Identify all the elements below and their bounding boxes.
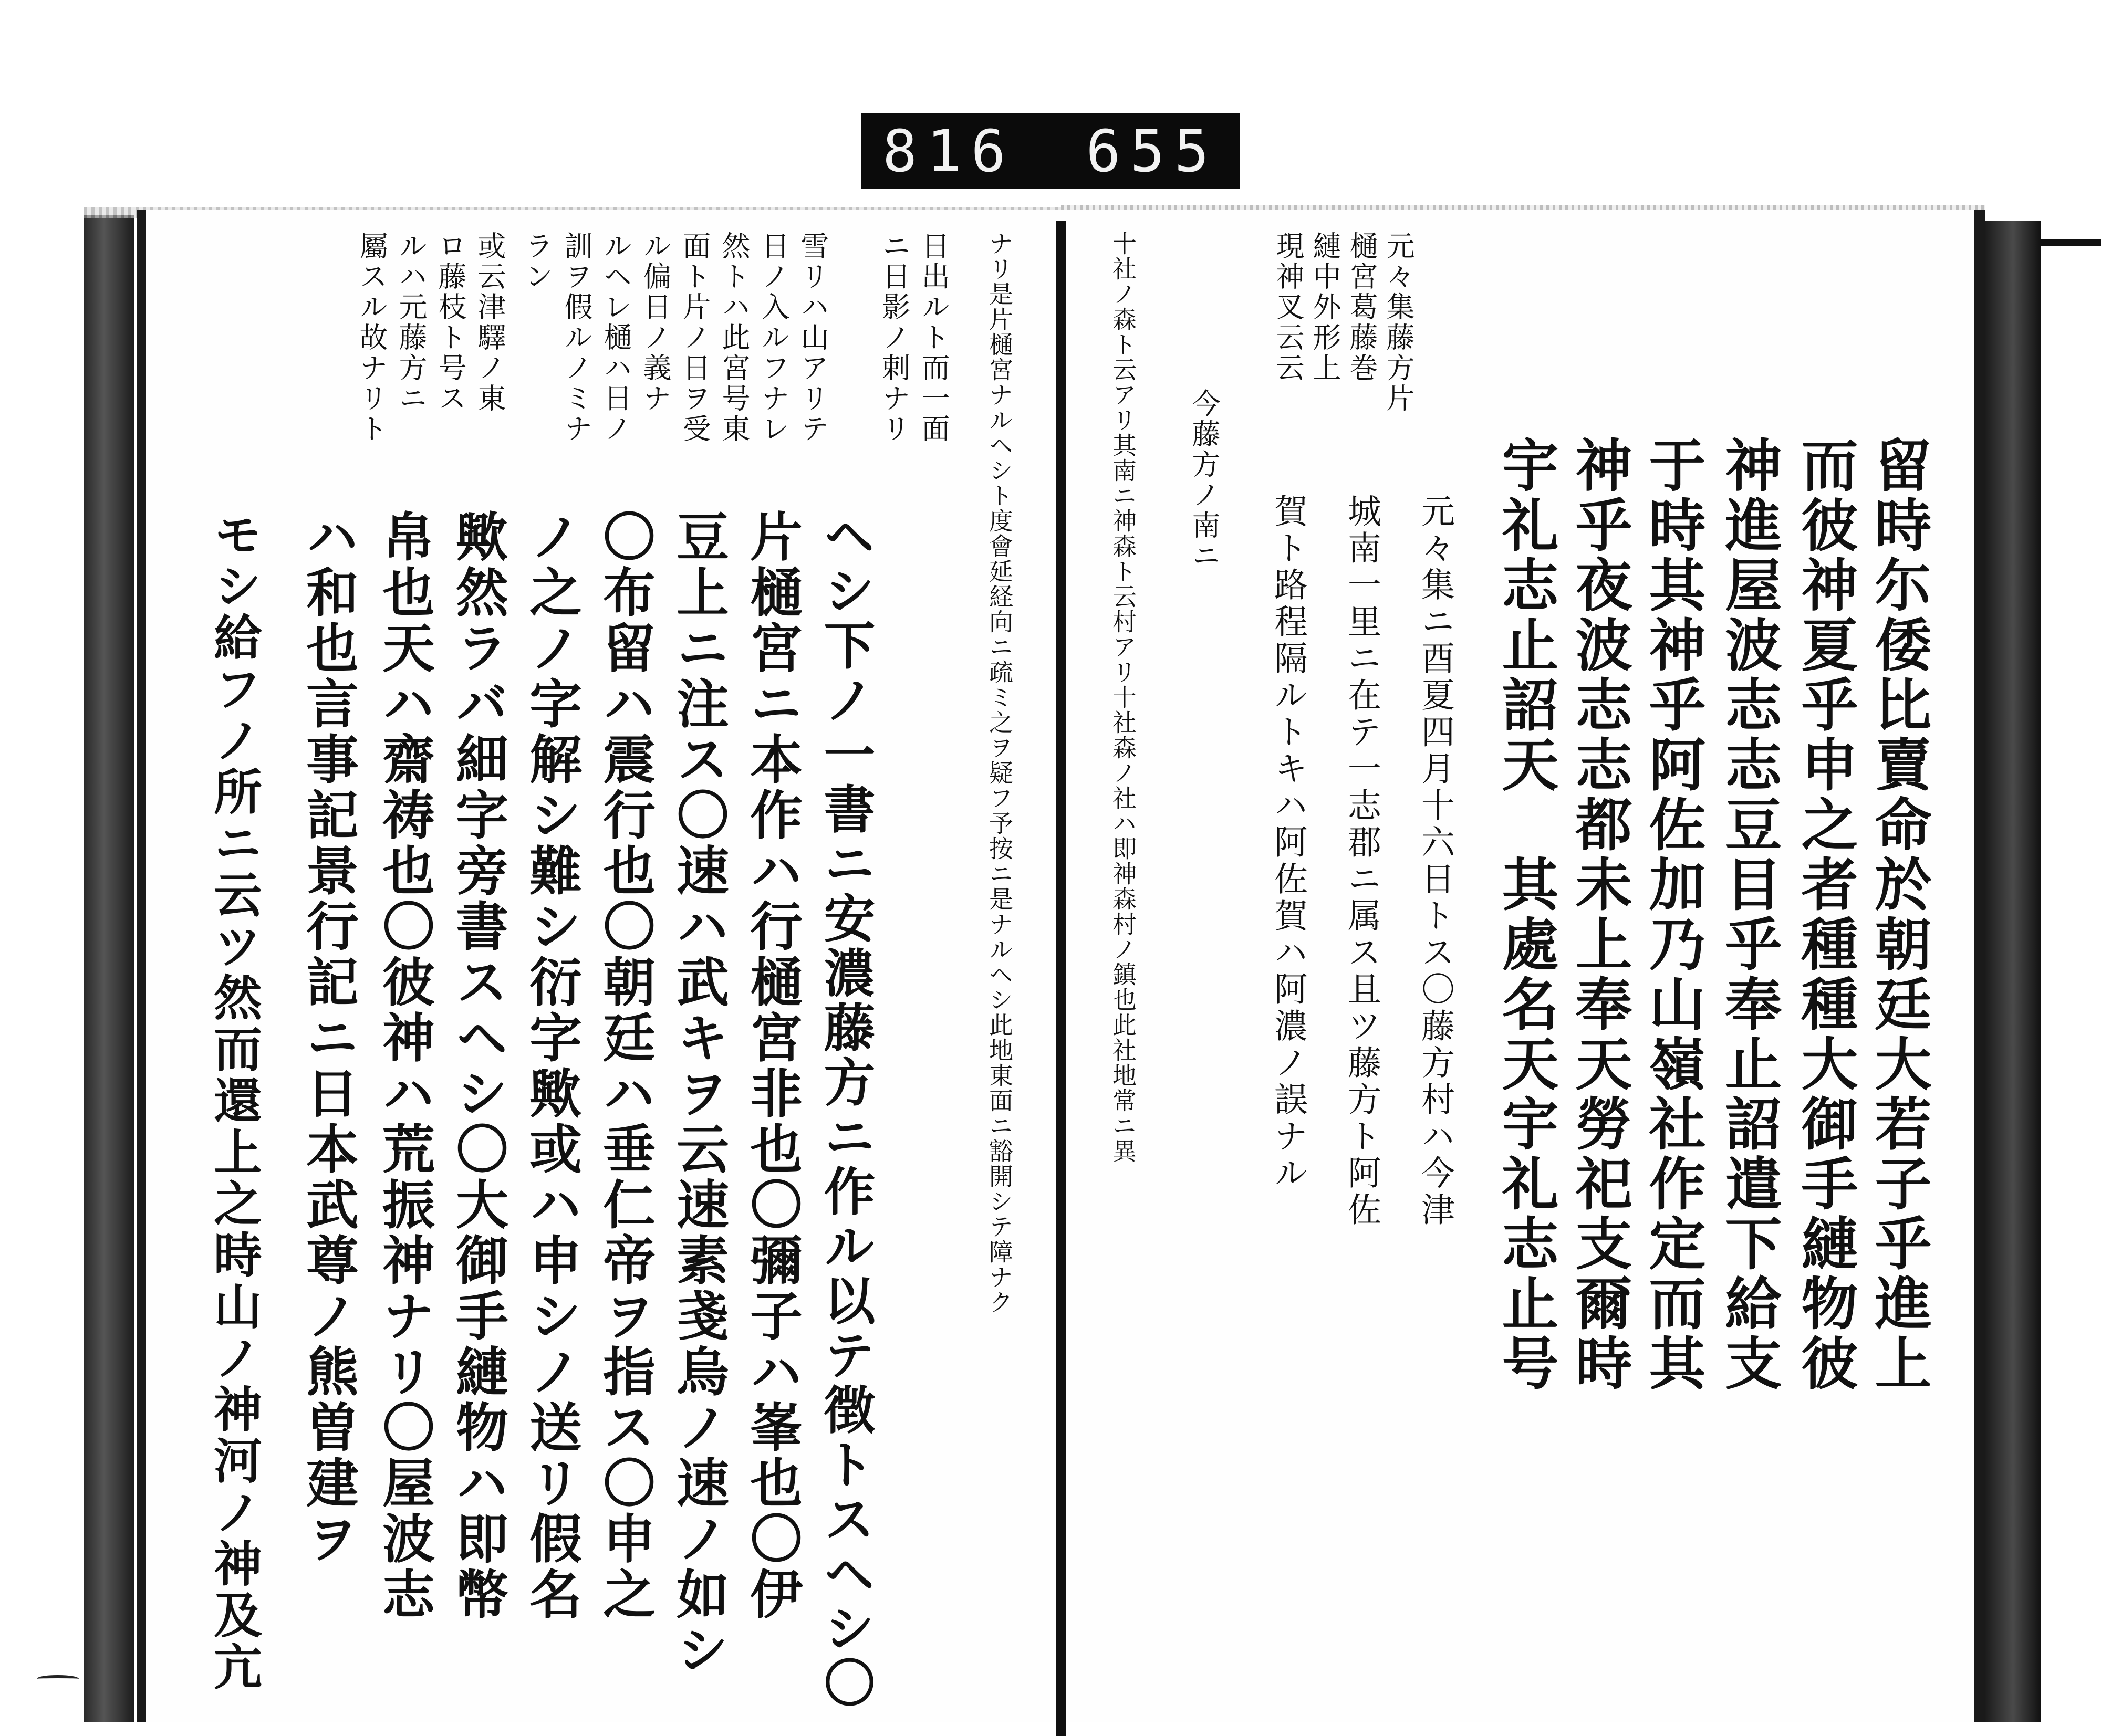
- left-note-4: 雪リハ山アリテ: [796, 231, 829, 444]
- left-column-9: モシ給フノ所ニ云ツ然而還上之時山ノ神河ノ神及亢: [206, 509, 263, 1693]
- left-column-5: ノ之ノ字解シ難シ衍字歟或ハ申シノ送リ假名: [521, 509, 583, 1623]
- right-column-3: 神進屋波志志豆目乎奉止詔遣下給支: [1715, 436, 1782, 1394]
- left-note-15: 屬スル故ナリト: [355, 231, 388, 444]
- left-note-13: ロ藤枝ト号ス: [434, 231, 467, 414]
- right-column-5: 神乎夜波志志都未上奉天勞祀支爾時: [1566, 436, 1632, 1394]
- page-tab-mark: [2041, 239, 2101, 246]
- left-note-9: ルヘレ樋ハ日ノ: [599, 231, 632, 444]
- right-note-3: 縺中外形上: [1308, 231, 1341, 383]
- right-gloss-4: 今藤方ノ南ニ: [1188, 389, 1221, 571]
- right-gloss-5: 十社ノ森ト云アリ其南ニ神森ト云村アリ十社森ノ社ハ即神森村ノ鎮也此社地常ニ異: [1109, 231, 1137, 1164]
- right-column-6: 宇礼志止詔天 其處名天宇礼志止号: [1492, 436, 1558, 1394]
- right-column-2: 而彼神夏乎申之者種種大御手縺物彼: [1792, 436, 1858, 1394]
- call-number-label: [861, 113, 1240, 189]
- left-column-7: 帛也天ハ齋祷也〇彼神ハ荒振神ナリ〇屋波志: [373, 509, 435, 1623]
- call-number-right: 655: [1086, 117, 1219, 185]
- left-note-3: ニ日影ノ剌ナリ: [878, 231, 911, 444]
- left-note-5: 日ノ入ルフナレ: [757, 231, 790, 444]
- left-note-6: 然トハ此宮号東: [717, 231, 751, 444]
- call-number-left: 816: [882, 117, 1015, 185]
- right-note-1: 元々集藤方片: [1382, 231, 1415, 414]
- left-note-2: 日出ルト而一面: [917, 231, 950, 444]
- left-note-7: 面ト片ノ日ヲ受: [678, 231, 711, 444]
- left-column-1: ヘシ下ノ一書ニ安濃藤方ニ作ル以テ徴トスヘシ〇: [815, 509, 876, 1711]
- left-note-long: ナリ是片樋宮ナルヘシト度會延経向ニ疏ミ之ヲ疑フ予按ニ是ナルヘシ此地東面ニ豁開シテ障ナク: [985, 231, 1014, 1315]
- left-note-12: 或云津驛ノ東: [473, 231, 506, 414]
- left-note-11: ラン: [521, 231, 554, 292]
- right-gloss-2: 城南一里ニ在テ一志郡ニ属ス且ツ藤方ト阿佐: [1342, 494, 1381, 1229]
- left-note-10: 訓ヲ假ルノミナ: [560, 231, 593, 444]
- right-gloss-3: 賀ト路程隔ルトキハ阿佐賀ハ阿濃ノ誤ナル: [1268, 494, 1307, 1192]
- left-column-4: 〇布留ハ震行也〇朝廷ハ垂仁帝ヲ指ス〇申之: [594, 509, 656, 1623]
- left-column-8: ハ和也言事記景行記ニ日本武尊ノ熊曽建ヲ: [297, 509, 359, 1567]
- right-note-4: 現神叉云云: [1272, 231, 1305, 383]
- left-column-3: 豆上ニ注ス〇速ハ武キヲ云速素戔烏ノ速ノ如シ: [668, 509, 730, 1678]
- left-column-6: 歟然ラバ細字旁書スヘシ〇大御手縺物ハ即幣: [447, 509, 509, 1623]
- book-right-edge: [1985, 221, 2041, 1722]
- left-note-8: ル偏日ノ義ナ: [639, 231, 672, 414]
- right-gloss-1: 元々集ニ酉夏四月十六日トス〇藤方村ハ今津: [1416, 494, 1454, 1229]
- stray-ink-mark: [37, 1675, 79, 1682]
- right-note-2: 樋宮葛藤巻: [1345, 231, 1378, 383]
- left-note-14: ルハ元藤方ニ: [394, 231, 428, 414]
- right-column-1: 留時尓倭比賣命於朝廷大若子乎進上: [1865, 436, 1931, 1394]
- book-gutter: [1056, 221, 1066, 1736]
- left-column-2: 片樋宮ニ本作ハ行樋宮非也〇彌子ハ峯也〇伊: [741, 509, 803, 1623]
- right-column-4: 于時其神乎阿佐加乃山嶺社作定而其: [1639, 436, 1705, 1394]
- book-left-edge: [84, 215, 134, 1722]
